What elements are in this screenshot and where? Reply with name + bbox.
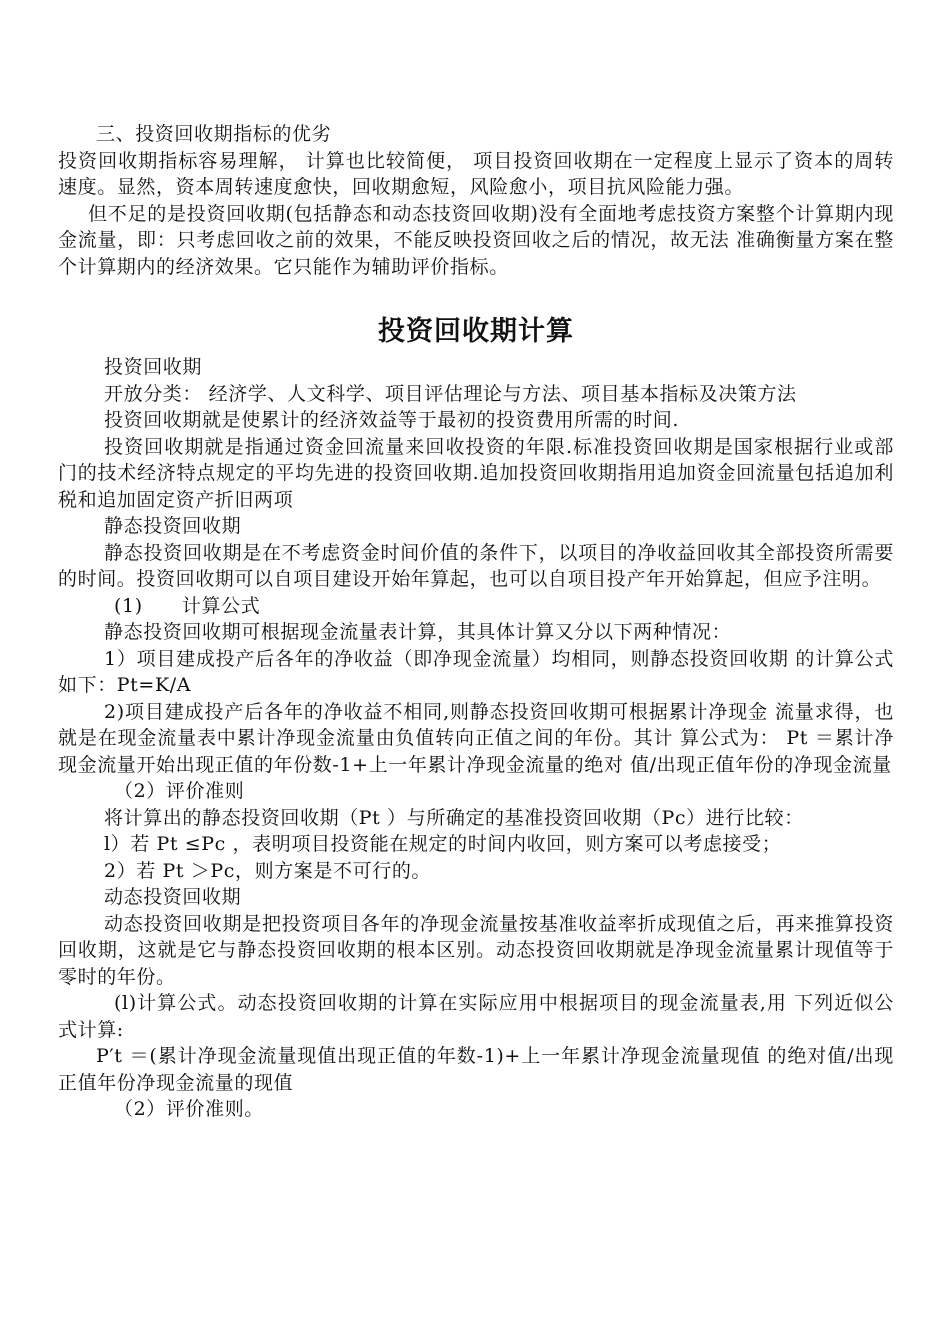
criteria-item: l）若 Pt ≤Pc ，表明项目投资能在规定的时间内收回，则方案可以考虑接受； — [104, 833, 782, 855]
term-heading: 投资回收期 — [104, 356, 203, 378]
subheading-static: 静态投资回收期 — [104, 515, 242, 537]
subheading-dynamic: 动态投资回收期 — [104, 886, 242, 908]
paragraph: 投资回收期指标容易理解， 计算也比较简便， 项目投资回收期在一定程度上显示了资本的周转速度。显然，资本周转速度愈快，回收期愈短，风险愈小，项目抗风险能力强。 — [58, 149, 894, 198]
paragraph: (l)计算公式。动态投资回收期的计算在实际应用中根据项目的现金流量表,用 下列近似公式计算: — [58, 992, 894, 1041]
paragraph: 投资回收期就是指通过资金回流量来回收投资的年限.标准投资回收期是国家根据行业或部门的技术经济特点规定的平均先进的投资回收期.追加投资回收期指用追加资金回流量包括追加利税和追加固定资产折旧两项 — [58, 435, 894, 511]
formula-heading: (1) 计算公式 — [114, 594, 261, 617]
document-page — [58, 121, 894, 1123]
criteria-heading: （2）评价准则 — [114, 780, 245, 802]
paragraph: 将计算出的静态投资回收期（Pt ）与所确定的基准投资回收期（Pc）进行比较： — [104, 806, 804, 829]
case-item: 1）项目建成投产后各年的净收益（即净现金流量）均相同，则静态投资回收期 的计算公式如下：Pt=K/A — [58, 647, 894, 696]
paragraph: 但不足的是投资回收期(包括静态和动态技资回收期)没有全面地考虑技资方案整个计算期内现金流量，即：只考虑回收之前的效果，不能反映投资回收之后的情况，故无法 准确衡量方案在整个计算期内的经济效果。它只能作为辅助评价指标。 — [58, 202, 894, 278]
criteria-heading: （2）评价准则。 — [114, 1098, 264, 1120]
section-heading: 三、投资回收期指标的优劣 — [96, 123, 332, 145]
formula-line: P′t ＝(累计净现金流量现值出现正值的年数-1)+上一年累计净现金流量现值 的绝对值/出现正值年份净现金流量的现值 — [58, 1045, 894, 1094]
category-line: 开放分类： 经济学、人文科学、项目评估理论与方法、项目基本指标及决策方法 — [104, 382, 797, 405]
paragraph: 静态投资回收期可根据现金流量表计算，其具体计算又分以下两种情况： — [104, 621, 732, 643]
document-title: 投资回收期计算 — [378, 316, 574, 347]
case-item: 2)项目建成投产后各年的净收益不相同,则静态投资回收期可根据累计净现金 流量求得，也就是在现金流量表中累计净现金流量由负值转向正值之间的年份。其计 算公式为： Pt ＝累计净现金流量开始出现正值的年份数-1+上一年累计净现金流量的绝对 值/出现正值年份的净现金流量 — [58, 700, 894, 776]
criteria-item: 2）若 Pt ＞Pc，则方案是不可行的。 — [104, 859, 432, 882]
definition-line: 投资回收期就是使累计的经济效益等于最初的投资费用所需的时间. — [104, 409, 680, 431]
paragraph: 静态投资回收期是在不考虑资金时间价值的条件下，以项目的净收益回收其全部投资所需要的时间。投资回收期可以自项目建设开始年算起，也可以自项目投产年开始算起，但应予注明。 — [58, 541, 894, 590]
paragraph: 动态投资回收期是把投资项目各年的净现金流量按基准收益率折成现值之后，再来推算投资回收期，这就是它与静态投资回收期的根本区别。动态投资回收期就是净现金流量累计现值等于零时的年份。 — [58, 912, 894, 988]
